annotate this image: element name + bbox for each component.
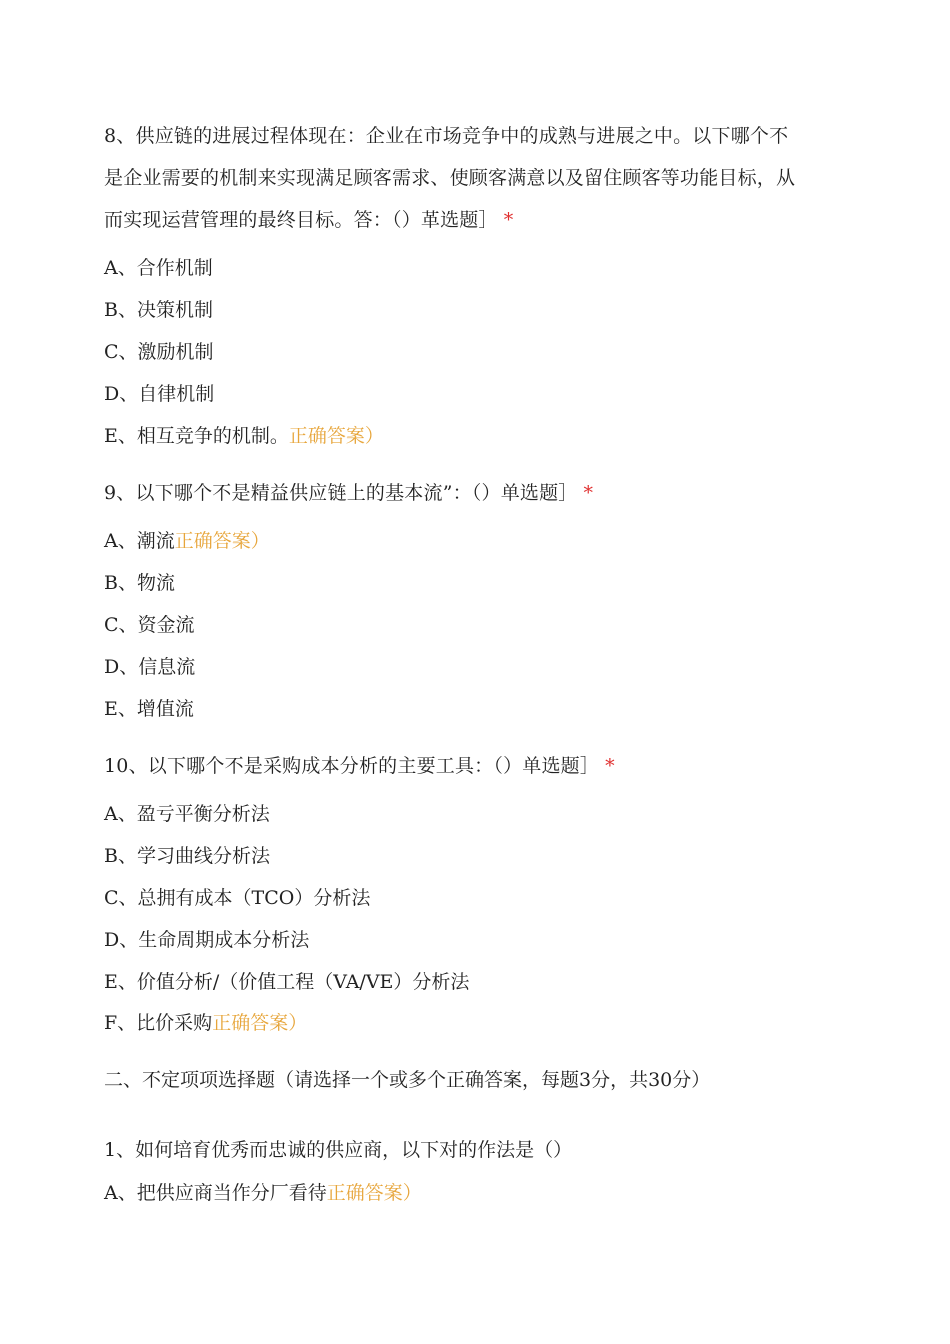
option-s2-1-a — [104, 1181, 422, 1205]
option-text: A、盈亏平衡分析法 — [104, 803, 270, 825]
option-8-a — [104, 256, 213, 280]
option-text: E、增值流 — [104, 698, 194, 720]
option-9-c — [104, 613, 195, 637]
question-10-text: 10、以下哪个不是采购成本分析的主要工具：（）单选题］ — [104, 755, 600, 777]
option-10-d — [104, 928, 309, 952]
question-9-text: 9、以下哪个不是精益供应链上的基本流”：（）单选题］ — [104, 482, 578, 504]
option-text: D、信息流 — [104, 656, 196, 678]
option-text: C、激励机制 — [104, 341, 214, 363]
option-10-c — [104, 886, 370, 910]
option-9-a — [104, 529, 270, 553]
option-text: D、生命周期成本分析法 — [104, 929, 310, 951]
option-9-b — [104, 571, 175, 595]
required-asterisk: * — [605, 755, 615, 777]
option-10-f — [104, 1011, 307, 1035]
option-text: B、决策机制 — [104, 299, 213, 321]
option-10-a — [104, 802, 270, 826]
option-text: B、物流 — [104, 572, 175, 594]
option-9-d — [104, 655, 195, 679]
question-9 — [104, 481, 593, 505]
required-asterisk: * — [503, 209, 514, 231]
correct-answer-label: 正确答案） — [174, 530, 270, 552]
option-8-c — [104, 340, 214, 364]
section-heading: 二、不定项项选择题（请选择一个或多个正确答案，每题3分，共30分） — [104, 1069, 711, 1091]
option-text: E、价值分析/（价值工程（VA/VE）分析法 — [104, 971, 470, 993]
question-s2-1: 1、如何培育优秀而忠诚的供应商，以下对的作法是（） — [104, 1139, 573, 1161]
question-8-line-3-text: 而实现运营管理的最终目标。答：（）革选题］ — [104, 209, 498, 231]
correct-answer-label: 正确答案） — [212, 1012, 308, 1034]
option-8-b — [104, 298, 213, 322]
option-text: A、合作机制 — [104, 257, 213, 279]
option-10-e — [104, 970, 469, 994]
option-8-e — [104, 424, 384, 448]
option-text: C、总拥有成本（TCO）分析法 — [104, 887, 371, 909]
question-10 — [104, 754, 615, 778]
question-8-line-2: 是企业需要的机制来实现满足顾客需求、使顾客满意以及留住顾客等功能目标，从 — [104, 167, 796, 189]
option-text: B、学习曲线分析法 — [104, 845, 270, 867]
correct-answer-label: 正确答案） — [326, 1182, 422, 1204]
option-text: A、潮流 — [104, 530, 175, 552]
option-text: A、把供应商当作分厂看待 — [104, 1182, 327, 1204]
option-text: F、比价采购 — [104, 1012, 213, 1034]
option-text: C、资金流 — [104, 614, 195, 636]
question-8-line-1: 8、供应链的进展过程体现在：企业在市场竞争中的成熟与进展之中。以下哪个不 — [104, 125, 789, 147]
option-8-d — [104, 382, 214, 406]
option-text: E、相互竞争的机制。 — [104, 425, 289, 447]
option-text: D、自律机制 — [104, 383, 215, 405]
option-9-e — [104, 697, 194, 721]
question-8-line-3 — [104, 208, 513, 232]
correct-answer-label: 正确答案） — [288, 425, 384, 447]
option-10-b — [104, 844, 270, 868]
required-asterisk: * — [583, 482, 594, 504]
